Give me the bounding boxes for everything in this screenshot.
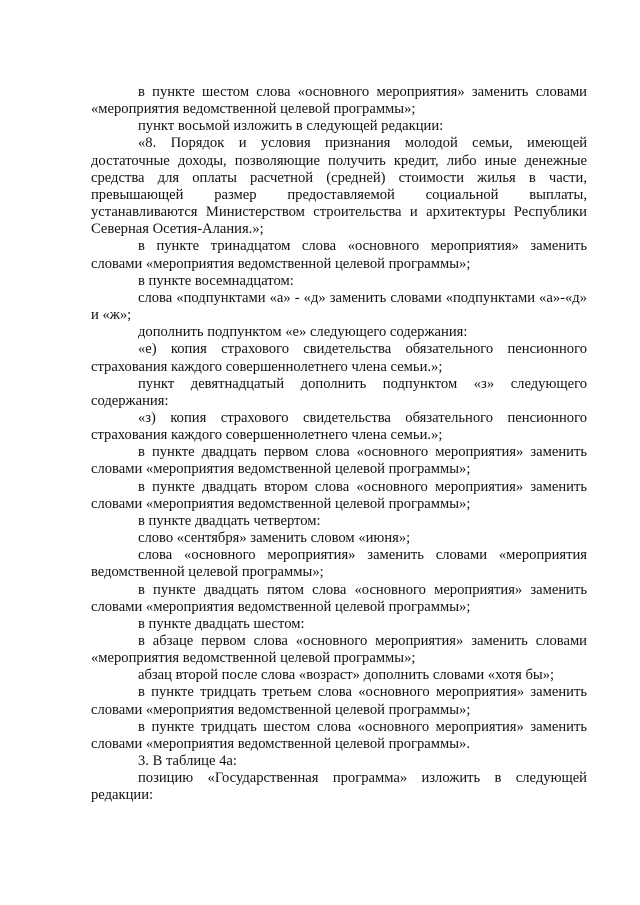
paragraph-22: 3. В таблице 4а:: [138, 753, 237, 770]
paragraph-20: в пункте тридцать третьем слова «основного мероприятия» заменить словами «мероприятия ведомственной целевой программы»;: [91, 684, 587, 718]
paragraph-14: слово «сентября» заменить словом «июня»;: [138, 530, 411, 547]
paragraph-21: в пункте тридцать шестом слова «основного мероприятия» заменить словами «мероприятия ведомственной целевой программы».: [91, 718, 587, 752]
paragraph-8: «е) копия страхового свидетельства обязательного пенсионного страхования каждого совершеннолетнего члена семьи.»;: [91, 341, 587, 375]
paragraph-6: слова «подпунктами «а» - «д» заменить словами «подпунктами «а»-«д» и «ж»;: [91, 289, 587, 324]
paragraph-17: в пункте двадцать шестом:: [138, 615, 305, 632]
paragraph-13: в пункте двадцать четвертом:: [138, 512, 321, 529]
paragraph-7: дополнить подпунктом «е» следующего содержания:: [138, 324, 468, 341]
paragraph-10: «з) копия страхового свидетельства обязательного пенсионного страхования каждого совершеннолетнего члена семьи.»;: [91, 409, 587, 444]
paragraph-9: пункт девятнадцатый дополнить подпунктом «з» следующего содержания:: [91, 375, 587, 409]
paragraph-11: в пункте двадцать первом слова «основного мероприятия» заменить словами «мероприятия ведомственной целевой программы»;: [91, 444, 587, 478]
paragraph-18: в абзаце первом слова «основного мероприятия» заменить словами «мероприятия ведомственной целевой программы»;: [91, 633, 587, 667]
paragraph-1: в пункте шестом слова «основного мероприятия» заменить словами «мероприятия ведомственной целевой программы»;: [91, 84, 587, 118]
paragraph-2: пункт восьмой изложить в следующей редакции:: [138, 118, 444, 135]
document-page: [91, 84, 587, 805]
paragraph-5: в пункте восемнадцатом:: [138, 272, 294, 289]
paragraph-19: абзац второй после слова «возраст» дополнить словами «хотя бы»;: [138, 667, 555, 684]
paragraph-15: слова «основного мероприятия» заменить словами «мероприятия ведомственной целевой программы»;: [91, 547, 587, 581]
paragraph-23: позицию «Государственная программа» изложить в следующей редакции:: [91, 770, 587, 804]
paragraph-3: «8. Порядок и условия признания молодой семьи, имеющей достаточные доходы, позволяющие получить кредит, либо иные денежные средства для оплаты расчетной (средней) стоимости жилья в части, превышающей размер предоставляемой социальной выплаты, устанавливаются Министерством строительства и архитектуры Республики Северная Осетия-Алания.»;: [91, 135, 587, 238]
paragraph-12: в пункте двадцать втором слова «основного мероприятия» заменить словами «мероприятия ведомственной целевой программы»;: [91, 478, 587, 512]
paragraph-16: в пункте двадцать пятом слова «основного мероприятия» заменить словами «мероприятия ведомственной целевой программы»;: [91, 581, 587, 615]
paragraph-4: в пункте тринадцатом слова «основного мероприятия» заменить словами «мероприятия ведомственной целевой программы»;: [91, 238, 587, 272]
